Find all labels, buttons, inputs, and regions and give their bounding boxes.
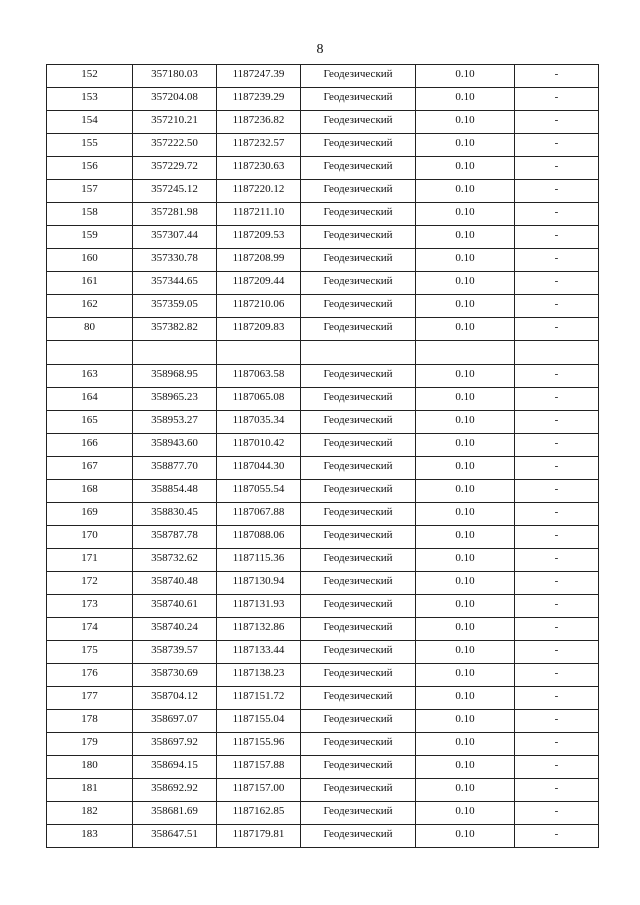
point-number-cell: 174 bbox=[47, 618, 133, 641]
note-cell: - bbox=[515, 687, 599, 710]
method-cell: Геодезический bbox=[301, 318, 416, 341]
method-cell: Геодезический bbox=[301, 664, 416, 687]
point-number-cell: 166 bbox=[47, 434, 133, 457]
method-cell: Геодезический bbox=[301, 157, 416, 180]
x-coordinate-cell: 358740.61 bbox=[133, 595, 217, 618]
x-coordinate-cell: 357359.05 bbox=[133, 295, 217, 318]
point-number-cell: 162 bbox=[47, 295, 133, 318]
y-coordinate-cell: 1187044.30 bbox=[217, 457, 301, 480]
note-cell: - bbox=[515, 180, 599, 203]
point-number-cell: 171 bbox=[47, 549, 133, 572]
accuracy-cell: 0.10 bbox=[416, 203, 515, 226]
y-coordinate-cell: 1187138.23 bbox=[217, 664, 301, 687]
note-cell: - bbox=[515, 295, 599, 318]
y-coordinate-cell: 1187155.96 bbox=[217, 733, 301, 756]
x-coordinate-cell: 358697.07 bbox=[133, 710, 217, 733]
y-coordinate-cell: 1187247.39 bbox=[217, 65, 301, 88]
table-row bbox=[47, 388, 599, 411]
x-coordinate-cell: 358740.48 bbox=[133, 572, 217, 595]
method-cell: Геодезический bbox=[301, 203, 416, 226]
y-coordinate-cell: 1187179.81 bbox=[217, 825, 301, 848]
table-row bbox=[47, 687, 599, 710]
table-row bbox=[47, 226, 599, 249]
note-cell: - bbox=[515, 226, 599, 249]
method-cell: Геодезический bbox=[301, 388, 416, 411]
method-cell: Геодезический bbox=[301, 756, 416, 779]
accuracy-cell: 0.10 bbox=[416, 134, 515, 157]
x-coordinate-cell: 358739.57 bbox=[133, 641, 217, 664]
y-coordinate-cell: 1187133.44 bbox=[217, 641, 301, 664]
accuracy-cell: 0.10 bbox=[416, 480, 515, 503]
point-number-cell: 157 bbox=[47, 180, 133, 203]
x-coordinate-cell: 358830.45 bbox=[133, 503, 217, 526]
method-cell: Геодезический bbox=[301, 825, 416, 848]
coordinates-table-body bbox=[47, 65, 599, 848]
accuracy-cell: 0.10 bbox=[416, 180, 515, 203]
point-number-cell: 156 bbox=[47, 157, 133, 180]
method-cell: Геодезический bbox=[301, 687, 416, 710]
table-row bbox=[47, 249, 599, 272]
method-cell: Геодезический bbox=[301, 618, 416, 641]
accuracy-cell: 0.10 bbox=[416, 549, 515, 572]
x-coordinate-cell: 358697.92 bbox=[133, 733, 217, 756]
note-cell: - bbox=[515, 710, 599, 733]
table-row bbox=[47, 664, 599, 687]
note-cell: - bbox=[515, 88, 599, 111]
accuracy-cell: 0.10 bbox=[416, 526, 515, 549]
accuracy-cell: 0.10 bbox=[416, 825, 515, 848]
point-number-cell: 170 bbox=[47, 526, 133, 549]
accuracy-cell: 0.10 bbox=[416, 65, 515, 88]
accuracy-cell: 0.10 bbox=[416, 388, 515, 411]
y-coordinate-cell: 1187055.54 bbox=[217, 480, 301, 503]
note-cell: - bbox=[515, 595, 599, 618]
table-row bbox=[47, 411, 599, 434]
table-row bbox=[47, 480, 599, 503]
accuracy-cell: 0.10 bbox=[416, 318, 515, 341]
x-coordinate-cell: 358694.15 bbox=[133, 756, 217, 779]
coordinates-table-container bbox=[46, 64, 598, 848]
method-cell: Геодезический bbox=[301, 503, 416, 526]
table-row bbox=[47, 825, 599, 848]
x-coordinate-cell: 358877.70 bbox=[133, 457, 217, 480]
accuracy-cell: 0.10 bbox=[416, 618, 515, 641]
accuracy-cell: 0.10 bbox=[416, 226, 515, 249]
table-row bbox=[47, 618, 599, 641]
note-cell: - bbox=[515, 802, 599, 825]
y-coordinate-cell: 1187065.08 bbox=[217, 388, 301, 411]
method-cell: Геодезический bbox=[301, 249, 416, 272]
accuracy-cell: 0.10 bbox=[416, 249, 515, 272]
point-number-cell: 158 bbox=[47, 203, 133, 226]
table-row bbox=[47, 203, 599, 226]
point-number-cell: 177 bbox=[47, 687, 133, 710]
page-number: 8 bbox=[316, 42, 324, 57]
point-number-cell: 168 bbox=[47, 480, 133, 503]
point-number-cell: 180 bbox=[47, 756, 133, 779]
table-row bbox=[47, 779, 599, 802]
x-coordinate-cell: 358953.27 bbox=[133, 411, 217, 434]
y-coordinate-cell bbox=[217, 341, 301, 365]
y-coordinate-cell: 1187209.83 bbox=[217, 318, 301, 341]
note-cell: - bbox=[515, 411, 599, 434]
point-number-cell: 80 bbox=[47, 318, 133, 341]
table-row bbox=[47, 65, 599, 88]
method-cell: Геодезический bbox=[301, 272, 416, 295]
x-coordinate-cell: 358647.51 bbox=[133, 825, 217, 848]
method-cell: Геодезический bbox=[301, 779, 416, 802]
x-coordinate-cell: 358943.60 bbox=[133, 434, 217, 457]
method-cell: Геодезический bbox=[301, 226, 416, 249]
table-row bbox=[47, 134, 599, 157]
point-number-cell: 175 bbox=[47, 641, 133, 664]
accuracy-cell: 0.10 bbox=[416, 457, 515, 480]
accuracy-cell: 0.10 bbox=[416, 572, 515, 595]
x-coordinate-cell: 358692.92 bbox=[133, 779, 217, 802]
y-coordinate-cell: 1187130.94 bbox=[217, 572, 301, 595]
table-row bbox=[47, 111, 599, 134]
y-coordinate-cell: 1187162.85 bbox=[217, 802, 301, 825]
method-cell: Геодезический bbox=[301, 595, 416, 618]
point-number-cell: 153 bbox=[47, 88, 133, 111]
note-cell: - bbox=[515, 388, 599, 411]
accuracy-cell: 0.10 bbox=[416, 710, 515, 733]
note-cell: - bbox=[515, 318, 599, 341]
x-coordinate-cell: 358730.69 bbox=[133, 664, 217, 687]
method-cell: Геодезический bbox=[301, 411, 416, 434]
accuracy-cell: 0.10 bbox=[416, 756, 515, 779]
point-number-cell: 164 bbox=[47, 388, 133, 411]
note-cell: - bbox=[515, 480, 599, 503]
note-cell: - bbox=[515, 203, 599, 226]
point-number-cell: 159 bbox=[47, 226, 133, 249]
point-number-cell: 160 bbox=[47, 249, 133, 272]
point-number-cell: 178 bbox=[47, 710, 133, 733]
accuracy-cell: 0.10 bbox=[416, 111, 515, 134]
point-number-cell: 176 bbox=[47, 664, 133, 687]
accuracy-cell: 0.10 bbox=[416, 503, 515, 526]
y-coordinate-cell: 1187230.63 bbox=[217, 157, 301, 180]
accuracy-cell: 0.10 bbox=[416, 411, 515, 434]
table-row bbox=[47, 549, 599, 572]
x-coordinate-cell: 358965.23 bbox=[133, 388, 217, 411]
table-row bbox=[47, 802, 599, 825]
x-coordinate-cell: 357210.21 bbox=[133, 111, 217, 134]
point-number-cell: 152 bbox=[47, 65, 133, 88]
method-cell: Геодезический bbox=[301, 134, 416, 157]
point-number-cell: 155 bbox=[47, 134, 133, 157]
y-coordinate-cell: 1187208.99 bbox=[217, 249, 301, 272]
accuracy-cell: 0.10 bbox=[416, 733, 515, 756]
note-cell: - bbox=[515, 65, 599, 88]
table-row bbox=[47, 457, 599, 480]
accuracy-cell: 0.10 bbox=[416, 272, 515, 295]
accuracy-cell: 0.10 bbox=[416, 595, 515, 618]
coordinates-table bbox=[46, 64, 599, 848]
x-coordinate-cell: 358681.69 bbox=[133, 802, 217, 825]
point-number-cell: 179 bbox=[47, 733, 133, 756]
table-row bbox=[47, 756, 599, 779]
y-coordinate-cell: 1187035.34 bbox=[217, 411, 301, 434]
method-cell: Геодезический bbox=[301, 180, 416, 203]
method-cell: Геодезический bbox=[301, 572, 416, 595]
y-coordinate-cell: 1187157.00 bbox=[217, 779, 301, 802]
note-cell: - bbox=[515, 111, 599, 134]
method-cell: Геодезический bbox=[301, 434, 416, 457]
method-cell: Геодезический bbox=[301, 802, 416, 825]
note-cell: - bbox=[515, 526, 599, 549]
table-row bbox=[47, 157, 599, 180]
y-coordinate-cell: 1187151.72 bbox=[217, 687, 301, 710]
accuracy-cell bbox=[416, 341, 515, 365]
note-cell: - bbox=[515, 434, 599, 457]
x-coordinate-cell: 358968.95 bbox=[133, 365, 217, 388]
y-coordinate-cell: 1187232.57 bbox=[217, 134, 301, 157]
x-coordinate-cell: 358732.62 bbox=[133, 549, 217, 572]
method-cell: Геодезический bbox=[301, 65, 416, 88]
point-number-cell bbox=[47, 341, 133, 365]
table-row bbox=[47, 503, 599, 526]
table-row bbox=[47, 272, 599, 295]
accuracy-cell: 0.10 bbox=[416, 434, 515, 457]
point-number-cell: 165 bbox=[47, 411, 133, 434]
point-number-cell: 172 bbox=[47, 572, 133, 595]
x-coordinate-cell: 357222.50 bbox=[133, 134, 217, 157]
y-coordinate-cell: 1187210.06 bbox=[217, 295, 301, 318]
y-coordinate-cell: 1187115.36 bbox=[217, 549, 301, 572]
x-coordinate-cell: 357245.12 bbox=[133, 180, 217, 203]
x-coordinate-cell: 357344.65 bbox=[133, 272, 217, 295]
x-coordinate-cell: 357180.03 bbox=[133, 65, 217, 88]
x-coordinate-cell: 358740.24 bbox=[133, 618, 217, 641]
accuracy-cell: 0.10 bbox=[416, 295, 515, 318]
table-row bbox=[47, 526, 599, 549]
y-coordinate-cell: 1187157.88 bbox=[217, 756, 301, 779]
method-cell: Геодезический bbox=[301, 549, 416, 572]
x-coordinate-cell: 357307.44 bbox=[133, 226, 217, 249]
y-coordinate-cell: 1187088.06 bbox=[217, 526, 301, 549]
method-cell: Геодезический bbox=[301, 111, 416, 134]
method-cell: Геодезический bbox=[301, 480, 416, 503]
note-cell: - bbox=[515, 825, 599, 848]
x-coordinate-cell: 357204.08 bbox=[133, 88, 217, 111]
table-row bbox=[47, 318, 599, 341]
method-cell: Геодезический bbox=[301, 733, 416, 756]
table-row bbox=[47, 641, 599, 664]
note-cell: - bbox=[515, 549, 599, 572]
point-number-cell: 163 bbox=[47, 365, 133, 388]
accuracy-cell: 0.10 bbox=[416, 802, 515, 825]
table-row-blank bbox=[47, 341, 599, 365]
method-cell: Геодезический bbox=[301, 88, 416, 111]
note-cell: - bbox=[515, 779, 599, 802]
y-coordinate-cell: 1187063.58 bbox=[217, 365, 301, 388]
y-coordinate-cell: 1187211.10 bbox=[217, 203, 301, 226]
x-coordinate-cell: 357382.82 bbox=[133, 318, 217, 341]
table-row bbox=[47, 710, 599, 733]
y-coordinate-cell: 1187131.93 bbox=[217, 595, 301, 618]
method-cell: Геодезический bbox=[301, 365, 416, 388]
accuracy-cell: 0.10 bbox=[416, 157, 515, 180]
method-cell: Геодезический bbox=[301, 641, 416, 664]
note-cell: - bbox=[515, 365, 599, 388]
table-row bbox=[47, 365, 599, 388]
method-cell: Геодезический bbox=[301, 295, 416, 318]
y-coordinate-cell: 1187132.86 bbox=[217, 618, 301, 641]
accuracy-cell: 0.10 bbox=[416, 687, 515, 710]
x-coordinate-cell: 358787.78 bbox=[133, 526, 217, 549]
y-coordinate-cell: 1187209.53 bbox=[217, 226, 301, 249]
method-cell: Геодезический bbox=[301, 710, 416, 733]
note-cell: - bbox=[515, 756, 599, 779]
y-coordinate-cell: 1187067.88 bbox=[217, 503, 301, 526]
table-row bbox=[47, 733, 599, 756]
note-cell: - bbox=[515, 272, 599, 295]
accuracy-cell: 0.10 bbox=[416, 641, 515, 664]
y-coordinate-cell: 1187220.12 bbox=[217, 180, 301, 203]
x-coordinate-cell: 358704.12 bbox=[133, 687, 217, 710]
note-cell: - bbox=[515, 733, 599, 756]
y-coordinate-cell: 1187239.29 bbox=[217, 88, 301, 111]
note-cell: - bbox=[515, 134, 599, 157]
note-cell bbox=[515, 341, 599, 365]
note-cell: - bbox=[515, 618, 599, 641]
accuracy-cell: 0.10 bbox=[416, 88, 515, 111]
x-coordinate-cell bbox=[133, 341, 217, 365]
method-cell: Геодезический bbox=[301, 526, 416, 549]
accuracy-cell: 0.10 bbox=[416, 779, 515, 802]
point-number-cell: 161 bbox=[47, 272, 133, 295]
table-row bbox=[47, 295, 599, 318]
table-row bbox=[47, 434, 599, 457]
y-coordinate-cell: 1187209.44 bbox=[217, 272, 301, 295]
y-coordinate-cell: 1187155.04 bbox=[217, 710, 301, 733]
table-row bbox=[47, 572, 599, 595]
point-number-cell: 169 bbox=[47, 503, 133, 526]
note-cell: - bbox=[515, 157, 599, 180]
y-coordinate-cell: 1187236.82 bbox=[217, 111, 301, 134]
point-number-cell: 183 bbox=[47, 825, 133, 848]
note-cell: - bbox=[515, 249, 599, 272]
table-row bbox=[47, 595, 599, 618]
note-cell: - bbox=[515, 572, 599, 595]
point-number-cell: 181 bbox=[47, 779, 133, 802]
note-cell: - bbox=[515, 664, 599, 687]
accuracy-cell: 0.10 bbox=[416, 365, 515, 388]
note-cell: - bbox=[515, 457, 599, 480]
x-coordinate-cell: 357281.98 bbox=[133, 203, 217, 226]
y-coordinate-cell: 1187010.42 bbox=[217, 434, 301, 457]
point-number-cell: 167 bbox=[47, 457, 133, 480]
method-cell: Геодезический bbox=[301, 457, 416, 480]
x-coordinate-cell: 357229.72 bbox=[133, 157, 217, 180]
point-number-cell: 173 bbox=[47, 595, 133, 618]
x-coordinate-cell: 358854.48 bbox=[133, 480, 217, 503]
table-row bbox=[47, 180, 599, 203]
table-row bbox=[47, 88, 599, 111]
accuracy-cell: 0.10 bbox=[416, 664, 515, 687]
note-cell: - bbox=[515, 641, 599, 664]
note-cell: - bbox=[515, 503, 599, 526]
method-cell bbox=[301, 341, 416, 365]
point-number-cell: 182 bbox=[47, 802, 133, 825]
point-number-cell: 154 bbox=[47, 111, 133, 134]
x-coordinate-cell: 357330.78 bbox=[133, 249, 217, 272]
